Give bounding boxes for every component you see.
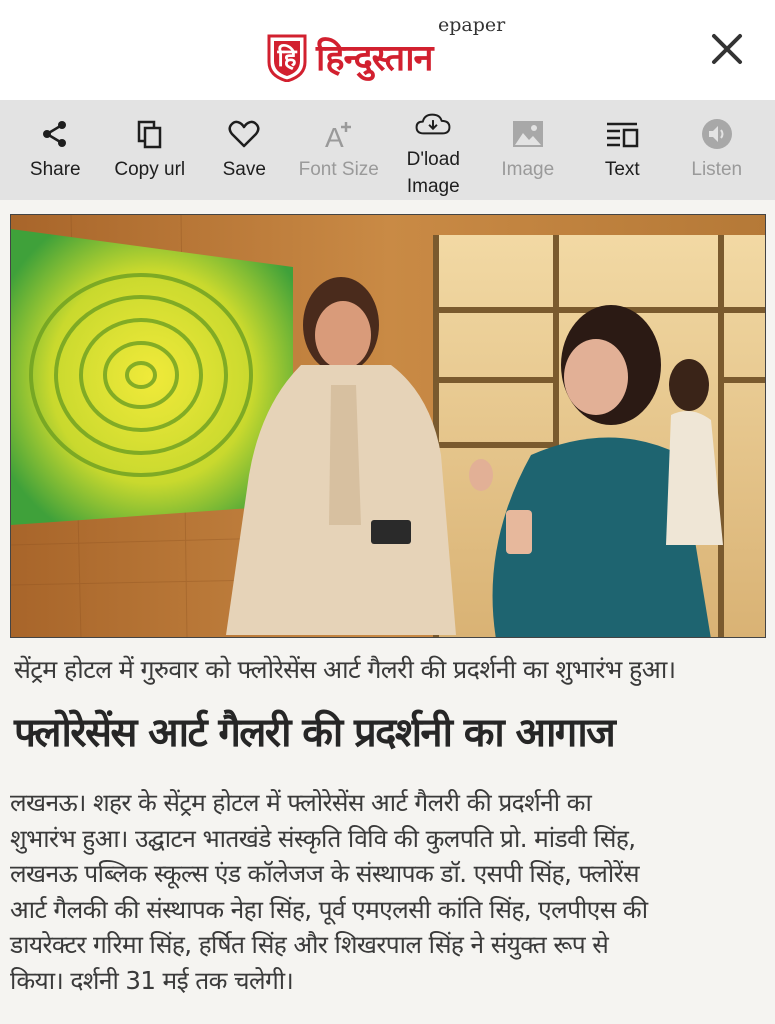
article-body-line: शुभारंभ हुआ। उद्घाटन भातखंडे संस्कृति विवि की कुलपति प्रो. मांडवी सिंह, xyxy=(10,823,636,853)
article-body-line: लखनऊ पब्लिक स्कूल्स एंड कॉलेजज के संस्थापक डॉ. एसपी सिंह, फ्लोरेंस xyxy=(10,859,640,888)
brand-name: हिन्दुस्तान xyxy=(316,37,433,79)
font-size-label: Font Size xyxy=(298,159,379,180)
article-body-line: आर्ट गैलकी की संस्थापक नेहा सिंह, पूर्व एमएलसी कांति सिंह, एलपीएस की xyxy=(10,894,648,924)
share-button[interactable] xyxy=(8,100,103,200)
article-toolbar xyxy=(0,100,775,200)
copy-icon xyxy=(132,116,168,152)
image-icon xyxy=(510,116,546,152)
article-body-line: किया। दर्शनी 31 मई तक चलेगी। xyxy=(10,965,294,995)
listen-button[interactable] xyxy=(670,100,765,200)
article-headline: फ्लोरेसेंस आर्ट गैलरी की प्रदर्शनी का आगाज xyxy=(14,710,615,756)
share-icon xyxy=(37,116,73,152)
epaper-label: epaper xyxy=(438,14,506,36)
download-label-line1: D'load xyxy=(406,149,460,170)
copy-url-label: Copy url xyxy=(114,159,186,180)
hindustan-badge-icon xyxy=(266,32,308,82)
share-label: Share xyxy=(29,159,81,180)
speaker-icon xyxy=(699,116,735,152)
article-body xyxy=(10,785,765,998)
svg-text:हि: हि xyxy=(277,43,297,72)
listen-label: Listen xyxy=(691,159,743,180)
save-label: Save xyxy=(222,159,266,180)
article-body-line: लखनऊ। शहर के सेंट्रम होटल में फ्लोरेसेंस आर्ट गैलरी की प्रदर्शनी का xyxy=(10,788,592,817)
app-header xyxy=(0,0,775,100)
article-photo xyxy=(10,214,766,638)
exhibition-photo-illustration xyxy=(11,215,766,638)
cloud-download-icon xyxy=(415,106,451,142)
photo-caption: सेंट्रम होटल में गुरुवार को फ्लोरेसेंस आर्ट गैलरी की प्रदर्शनी का शुभारंभ हुआ। xyxy=(14,655,676,684)
save-button[interactable] xyxy=(197,100,292,200)
download-image-button[interactable] xyxy=(386,100,481,200)
heart-icon xyxy=(226,116,262,152)
article-body-line: डायरेक्टर गरिमा सिंह, हर्षित सिंह और शिखरपाल सिंह ने संयुक्त रूप से xyxy=(10,930,609,959)
image-label: Image xyxy=(501,159,555,180)
text-label: Text xyxy=(604,159,640,180)
download-image-label xyxy=(407,146,460,200)
font-size-button[interactable] xyxy=(292,100,387,200)
copy-url-button[interactable] xyxy=(103,100,198,200)
svg-text:A: A xyxy=(324,122,344,150)
news-clipping xyxy=(0,200,775,1024)
text-icon xyxy=(604,116,640,152)
text-button[interactable] xyxy=(575,100,670,200)
download-label-line2: Image xyxy=(406,176,460,197)
image-button[interactable] xyxy=(481,100,576,200)
hindustan-logo xyxy=(266,14,516,88)
font-size-icon xyxy=(321,116,357,152)
close-icon[interactable] xyxy=(708,30,746,68)
